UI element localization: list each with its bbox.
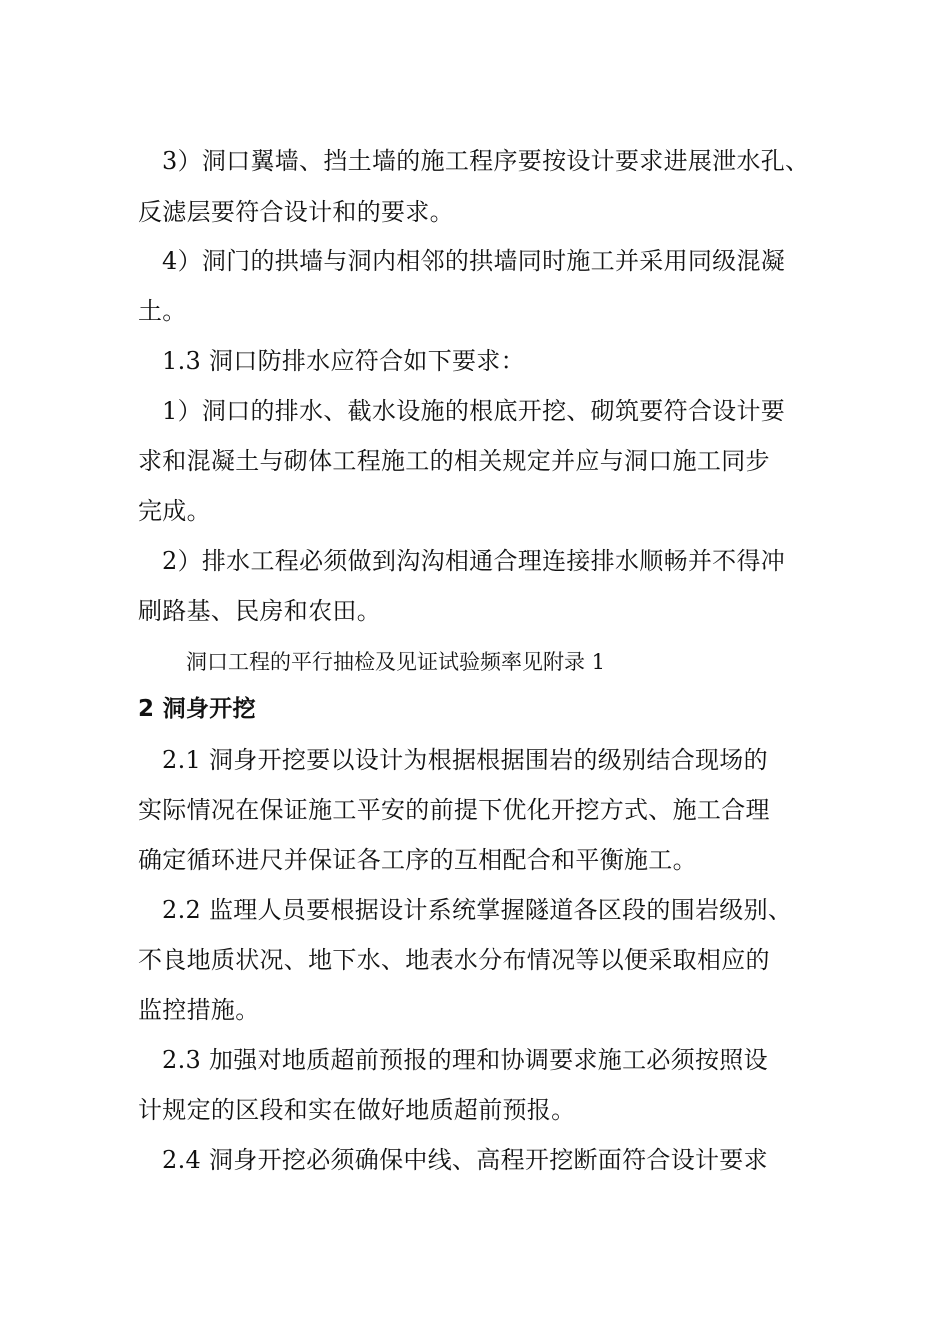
paragraph-line: 确定循环进尺并保证各工序的互相配合和平衡施工。 (138, 846, 697, 874)
paragraph-line: 2.1 洞身开挖要以设计为根据根据围岩的级别结合现场的 (162, 746, 768, 774)
paragraph-line: 完成。 (138, 497, 211, 525)
paragraph-line: 土。 (138, 297, 187, 325)
paragraph-line: 1）洞口的排水、截水设施的根底开挖、砌筑要符合设计要 (162, 397, 786, 425)
section-heading-2: 2 洞身开挖 (138, 696, 256, 722)
paragraph-line: 计规定的区段和实在做好地质超前预报。 (138, 1096, 576, 1124)
paragraph-line: 3）洞口翼墙、挡土墙的施工程序要按设计要求进展泄水孔、 (162, 147, 810, 175)
paragraph-line: 2.2 监理人员要根据设计系统掌握隧道各区段的围岩级别、 (162, 896, 793, 924)
paragraph-line: 2.3 加强对地质超前预报的理和协调要求施工必须按照设 (162, 1046, 768, 1074)
paragraph-line: 反滤层要符合设计和的要求。 (138, 198, 454, 226)
paragraph-line: 4）洞门的拱墙与洞内相邻的拱墙同时施工并采用同级混凝 (162, 247, 786, 275)
paragraph-line: 2.4 洞身开挖必须确保中线、高程开挖断面符合设计要求 (162, 1146, 768, 1174)
paragraph-line: 监控措施。 (138, 996, 260, 1024)
paragraph-line: 求和混凝土与砌体工程施工的相关规定并应与洞口施工同步 (138, 447, 770, 475)
paragraph-line: 不良地质状况、地下水、地表水分布情况等以便采取相应的 (138, 946, 770, 974)
paragraph-line: 2）排水工程必须做到沟沟相通合理连接排水顺畅并不得冲 (162, 547, 786, 575)
paragraph-line: 实际情况在保证施工平安的前提下优化开挖方式、施工合理 (138, 796, 770, 824)
section-heading-1-3: 1.3 洞口防排水应符合如下要求： (162, 347, 525, 375)
paragraph-line: 刷路基、民房和农田。 (138, 597, 381, 625)
appendix-note: 洞口工程的平行抽检及见证试验频率见附录 1 (186, 650, 606, 674)
